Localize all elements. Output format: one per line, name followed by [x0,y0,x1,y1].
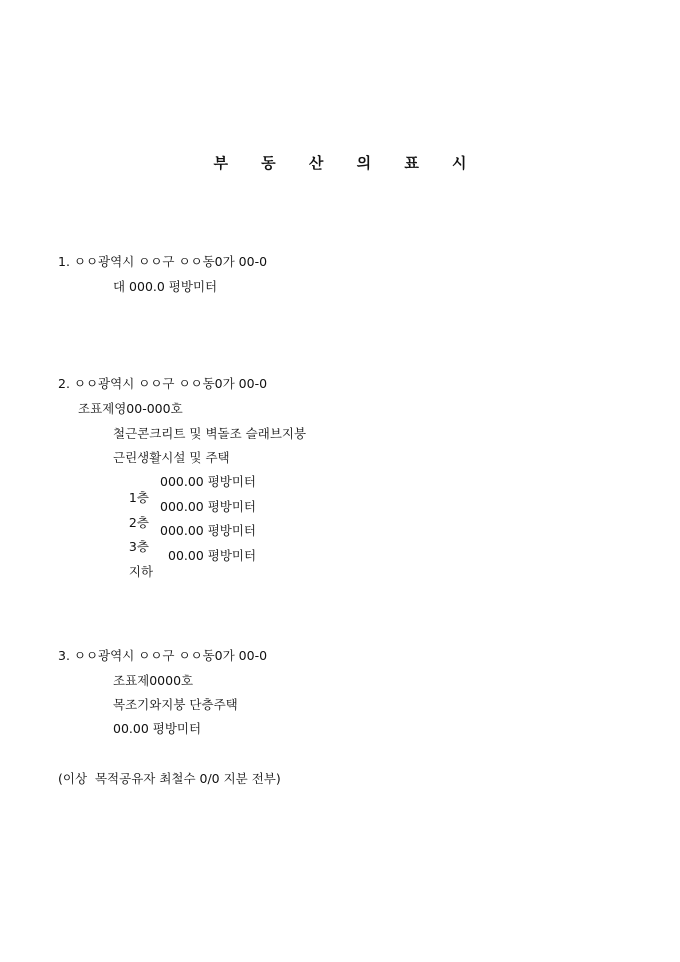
item-2-address: 2. ㅇㅇ광역시 ㅇㅇ구 ㅇㅇ동0가 00-0 [58,376,268,391]
floor-area: 000.00 평방미터 [160,523,257,538]
item-2-structure: 철근콘크리트 및 벽돌조 슬래브지붕 [113,426,307,441]
item-3-unit: 조표제0000호 [113,673,194,688]
floor-row [113,548,153,596]
item-3-structure: 목조기와지붕 단층주택 [113,697,238,712]
floor-area: 000.00 평방미터 [160,474,257,489]
item-3-address: 3. ㅇㅇ광역시 ㅇㅇ구 ㅇㅇ동0가 00-0 [58,648,268,663]
document-title: 부 동 산 의 표 시 [213,154,481,172]
ownership-note: (이상 목적공유자 최철수 0/0 지분 전부) [58,771,281,786]
floor-area: 00.00 평방미터 [168,548,257,563]
item-2-unit: 조표제영00-000호 [78,401,183,416]
floor-area: 000.00 평방미터 [160,499,257,514]
item-3-area: 00.00 평방미터 [113,721,202,736]
floor-label: 2층 [128,515,149,530]
item-2-usage: 근린생활시설 및 주택 [113,450,230,465]
floor-label: 3층 [128,539,149,554]
item-1-detail: 대 000.0 평방미터 [113,279,218,294]
floor-label: 1층 [128,490,149,505]
item-1-address: 1. ㅇㅇ광역시 ㅇㅇ구 ㅇㅇ동0가 00-0 [58,254,268,269]
floor-label: 지하 [128,564,154,579]
